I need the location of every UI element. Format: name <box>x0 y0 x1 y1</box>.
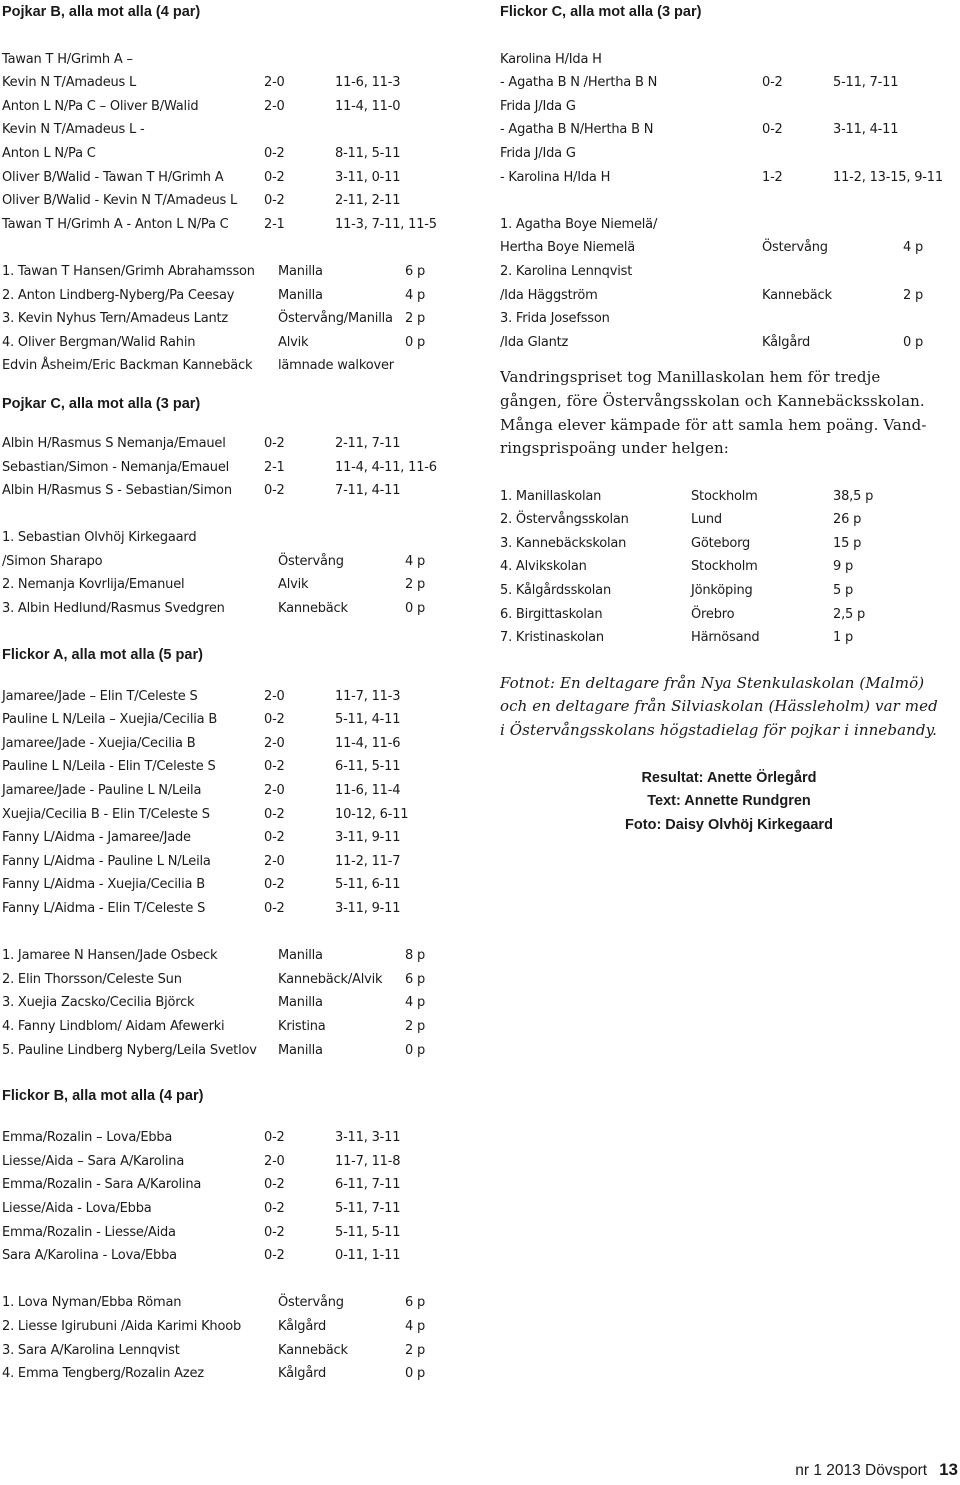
match-score: 0-2 <box>264 759 285 775</box>
match-teams: Emma/Rozalin - Liesse/Aida <box>2 1224 176 1240</box>
school-points: 2,5 p <box>833 606 866 622</box>
match-row <box>2 1197 472 1221</box>
match-score: 0-2 <box>264 712 285 728</box>
standings-row <box>2 573 472 597</box>
pair-points: 2 p <box>405 577 426 593</box>
pair-points: 4 p <box>903 240 924 256</box>
credit-photo: Foto: Daisy Olvhöj Kirkegaard <box>625 816 833 833</box>
match-row <box>2 189 472 213</box>
match-list-pojkar-c <box>2 432 472 503</box>
pair-name: 2. Liesse Igirubuni /Aida Karimi Khoob <box>2 1318 242 1334</box>
match-score: 2-0 <box>264 75 285 91</box>
match-teams: Liesse/Aida - Lova/Ebba <box>2 1200 152 1216</box>
match-sets: 6-11, 7-11 <box>335 1177 401 1193</box>
school-name: 1. Manillaskolan <box>500 488 602 504</box>
match-teams: Anton L N/Pa C – Oliver B/Walid <box>2 98 199 114</box>
standings-row <box>2 1015 472 1039</box>
standings-row <box>2 331 472 355</box>
credit-results: Resultat: Anette Örlegård <box>641 769 817 786</box>
match-score: 0-2 <box>264 830 285 846</box>
match-sets: 5-11, 7-11 <box>335 1200 401 1216</box>
pair-name: 3. Xuejia Zacsko/Cecilia Björck <box>2 995 195 1011</box>
match-teams: Pauline L N/Leila - Elin T/Celeste S <box>2 759 216 775</box>
school-points: 5 p <box>833 583 854 599</box>
pair-name: Edvin Åsheim/Eric Backman Kannebäck <box>2 358 253 374</box>
standings-row <box>2 1315 472 1339</box>
match-sets: 5-11, 5-11 <box>335 1224 401 1240</box>
match-sets: 5-11, 7-11 <box>833 75 899 91</box>
match-sets: 5-11, 6-11 <box>335 877 401 893</box>
standings-flickor-a <box>2 944 472 1062</box>
match-row <box>500 95 958 119</box>
match-score: 0-2 <box>264 145 285 161</box>
school-points: 9 p <box>833 559 854 575</box>
match-teams: Kevin N T/Amadeus L - <box>2 122 145 138</box>
standings-row <box>500 485 958 509</box>
match-teams: Tawan T H/Grimh A – <box>2 51 133 67</box>
match-row <box>2 1173 472 1197</box>
match-score: 2-0 <box>264 1153 285 1169</box>
standings-pojkar-b <box>2 260 472 378</box>
match-score: 0-2 <box>264 169 285 185</box>
pair-school: Manilla <box>278 287 323 303</box>
pair-points: 0 p <box>405 334 426 350</box>
pair-points: 2 p <box>405 1342 426 1358</box>
paragraph-line: ringsprispoäng under helgen: <box>500 439 729 458</box>
match-row <box>2 850 472 874</box>
match-sets: 11-4, 4-11, 11-6 <box>335 459 437 475</box>
match-row <box>2 432 472 456</box>
standings-row <box>2 968 472 992</box>
match-row <box>500 118 958 142</box>
pair-school: Manilla <box>278 948 323 964</box>
pair-points: 6 p <box>405 971 426 987</box>
match-sets: 11-6, 11-4 <box>335 783 401 799</box>
match-row <box>500 48 958 72</box>
standings-row <box>2 354 472 378</box>
pair-points: 4 p <box>405 995 426 1011</box>
match-row <box>2 897 472 921</box>
match-row <box>2 779 472 803</box>
match-teams: Sara A/Karolina - Lova/Ebba <box>2 1248 177 1264</box>
school-city: Stockholm <box>691 559 758 575</box>
pair-school: Östervång <box>762 240 828 256</box>
footnote <box>500 672 958 743</box>
match-teams: Xuejia/Cecilia B - Elin T/Celeste S <box>2 806 210 822</box>
section-heading-flickor-a: Flickor A, alla mot alla (5 par) <box>2 646 203 663</box>
match-row <box>2 166 472 190</box>
match-sets: 10-12, 6-11 <box>335 806 409 822</box>
section-heading-pojkar-c: Pojkar C, alla mot alla (3 par) <box>2 395 201 412</box>
pair-school: Manilla <box>278 995 323 1011</box>
match-list-pojkar-b <box>2 48 472 237</box>
match-teams: Fanny L/Aidma - Jamaree/Jade <box>2 830 191 846</box>
match-teams: Fanny L/Aidma - Xuejia/Cecilia B <box>2 877 205 893</box>
match-sets: 11-4, 11-0 <box>335 98 401 114</box>
pair-name: 1. Jamaree N Hansen/Jade Osbeck <box>2 948 218 964</box>
match-teams: Liesse/Aida – Sara A/Karolina <box>2 1153 185 1169</box>
pair-points: 0 p <box>405 1042 426 1058</box>
match-score: 2-0 <box>264 735 285 751</box>
match-teams: Emma/Rozalin – Lova/Ebba <box>2 1130 173 1146</box>
match-teams: Tawan T H/Grimh A - Anton L N/Pa C <box>2 216 229 232</box>
match-score: 0-2 <box>762 75 783 91</box>
match-teams: Frida J/Ida G <box>500 145 576 161</box>
match-row <box>2 755 472 779</box>
match-teams: Karolina H/Ida H <box>500 51 602 67</box>
match-sets: 11-6, 11-3 <box>335 75 401 91</box>
standings-row <box>500 307 958 331</box>
standings-row <box>500 331 958 355</box>
pair-name: 1. Agatha Boye Niemelä/ <box>500 216 658 232</box>
match-row <box>500 166 958 190</box>
match-teams: Kevin N T/Amadeus L <box>2 75 137 91</box>
match-teams: Pauline L N/Leila – Xuejia/Cecilia B <box>2 712 218 728</box>
standings-row <box>500 236 958 260</box>
match-sets: 8-11, 5-11 <box>335 145 401 161</box>
standings-row <box>2 260 472 284</box>
pair-name: 2. Nemanja Kovrlija/Emanuel <box>2 577 185 593</box>
pair-name: Hertha Boye Niemelä <box>500 240 636 256</box>
match-score: 2-1 <box>264 216 285 232</box>
pair-school: Kannebäck <box>278 1342 348 1358</box>
pair-points: 6 p <box>405 263 426 279</box>
pair-name: 1. Lova Nyman/Ebba Röman <box>2 1295 182 1311</box>
match-sets: 11-2, 11-7 <box>335 853 401 869</box>
match-row <box>2 803 472 827</box>
pair-points: 2 p <box>405 1018 426 1034</box>
match-row <box>2 708 472 732</box>
school-name: 2. Östervångsskolan <box>500 512 629 528</box>
match-score: 0-2 <box>264 435 285 451</box>
standings-row <box>500 579 958 603</box>
match-teams: Emma/Rozalin - Sara A/Karolina <box>2 1177 202 1193</box>
match-row <box>2 873 472 897</box>
prize-paragraph <box>500 366 958 460</box>
pair-school: Alvik <box>278 334 309 350</box>
match-row <box>2 71 472 95</box>
match-sets: 11-7, 11-8 <box>335 1153 401 1169</box>
pair-school: Kannebäck/Alvik <box>278 971 383 987</box>
pair-name: /Ida Glantz <box>500 334 569 350</box>
school-name: 7. Kristinaskolan <box>500 630 604 646</box>
standings-row <box>500 555 958 579</box>
standings-flickor-b <box>2 1291 472 1385</box>
standings-row <box>2 284 472 308</box>
match-score: 0-2 <box>264 1177 285 1193</box>
match-teams: - Agatha B N /Hertha B N <box>500 75 658 91</box>
section-heading-pojkar-b: Pojkar B, alla mot alla (4 par) <box>2 4 201 20</box>
standings-row <box>2 1291 472 1315</box>
pair-points: 4 p <box>405 287 426 303</box>
match-teams: Oliver B/Walid - Tawan T H/Grimh A <box>2 169 224 185</box>
school-name: 5. Kålgårdsskolan <box>500 583 611 599</box>
match-score: 0-2 <box>762 122 783 138</box>
standings-row <box>2 597 472 621</box>
section-heading-flickor-b: Flickor B, alla mot alla (4 par) <box>2 1088 204 1105</box>
pair-school: Kålgård <box>278 1366 327 1382</box>
match-score: 0-2 <box>264 877 285 893</box>
pair-name: 4. Emma Tengberg/Rozalin Azez <box>2 1366 204 1382</box>
pair-school: Manilla <box>278 1042 323 1058</box>
pair-school: Kannebäck <box>278 601 348 617</box>
match-list-flickor-c <box>500 48 958 190</box>
match-row <box>2 826 472 850</box>
match-teams: Jamaree/Jade – Elin T/Celeste S <box>2 688 198 704</box>
school-city: Stockholm <box>691 488 758 504</box>
match-sets: 2-11, 2-11 <box>335 193 401 209</box>
match-score: 0-2 <box>264 1224 285 1240</box>
pair-points: 2 p <box>405 311 426 327</box>
pair-name: 3. Frida Josefsson <box>500 311 610 327</box>
school-points: 38,5 p <box>833 488 874 504</box>
section-heading-flickor-c: Flickor C, alla mot alla (3 par) <box>500 4 702 20</box>
pair-name: 3. Albin Hedlund/Rasmus Svedgren <box>2 601 225 617</box>
standings-flickor-c <box>500 213 958 355</box>
pair-name: 2. Anton Lindberg-Nyberg/Pa Ceesay <box>2 287 235 303</box>
standings-row <box>2 550 472 574</box>
standings-row <box>500 260 958 284</box>
pair-points: 4 p <box>405 553 426 569</box>
match-teams: Fanny L/Aidma - Elin T/Celeste S <box>2 901 206 916</box>
pair-school: Kålgård <box>278 1318 327 1334</box>
match-teams: - Agatha B N/Hertha B N <box>500 122 654 138</box>
standings-row <box>500 603 958 627</box>
standings-row <box>2 307 472 331</box>
school-name: 3. Kannebäckskolan <box>500 535 627 551</box>
match-teams: Fanny L/Aidma - Pauline L N/Leila <box>2 853 211 869</box>
pair-school: Kålgård <box>762 334 811 350</box>
match-sets: 7-11, 4-11 <box>335 483 401 499</box>
standings-row <box>2 526 472 550</box>
match-sets: 3-11, 3-11 <box>335 1130 401 1146</box>
paragraph-line: Många elever kämpade för att samla hem poäng. Vand- <box>500 415 927 434</box>
match-sets: 3-11, 4-11 <box>833 122 899 138</box>
standings-row <box>2 1039 472 1063</box>
match-row <box>2 1126 472 1150</box>
match-row <box>2 732 472 756</box>
pair-points: 6 p <box>405 1295 426 1311</box>
match-row <box>500 142 958 166</box>
match-score: 2-0 <box>264 853 285 869</box>
school-points: 1 p <box>833 630 854 646</box>
school-city: Lund <box>691 512 722 528</box>
footnote-line: Fotnot: En deltagare från Nya Stenkulaskolan (Malmö) <box>500 673 925 692</box>
pair-name: /Ida Häggström <box>500 287 598 303</box>
standings-row <box>2 944 472 968</box>
pair-points: 0 p <box>903 334 924 350</box>
pair-name: 2. Karolina Lennqvist <box>500 263 633 279</box>
footnote-line: och en deltagare från Silviaskolan (Hässleholm) var med <box>500 697 938 716</box>
pair-school: Kristina <box>278 1018 326 1034</box>
credits-block <box>500 767 958 838</box>
school-name: 6. Birgittaskolan <box>500 606 603 622</box>
match-score: 2-0 <box>264 688 285 704</box>
pair-points: 4 p <box>405 1318 426 1334</box>
match-sets: 11-2, 13-15, 9-11 <box>833 169 943 185</box>
pair-school: Alvik <box>278 577 309 593</box>
school-city: Örebro <box>691 606 735 622</box>
school-city: Härnösand <box>691 630 760 646</box>
match-list-flickor-b <box>2 1126 472 1268</box>
match-sets: 3-11, 9-11 <box>335 901 401 916</box>
match-sets: 6-11, 5-11 <box>335 759 401 775</box>
match-sets: 2-11, 7-11 <box>335 435 401 451</box>
match-sets: 11-4, 11-6 <box>335 735 401 751</box>
school-points: 26 p <box>833 512 862 528</box>
pair-school: Östervång/Manilla <box>278 311 393 327</box>
standings-row <box>500 213 958 237</box>
match-sets: 5-11, 4-11 <box>335 712 401 728</box>
match-score: 1-2 <box>762 169 783 185</box>
match-row <box>2 456 472 480</box>
school-city: Göteborg <box>691 535 751 551</box>
pair-points: 0 p <box>405 601 426 617</box>
pair-name: 3. Kevin Nyhus Tern/Amadeus Lantz <box>2 311 229 327</box>
standings-row <box>500 284 958 308</box>
standings-row <box>2 1362 472 1386</box>
match-score: 0-2 <box>264 193 285 209</box>
pair-points: 2 p <box>903 287 924 303</box>
match-teams: Frida J/Ida G <box>500 98 576 114</box>
match-teams: - Karolina H/Ida H <box>500 169 611 185</box>
footnote-line: i Östervångsskolans högstadielag för pojkar i innebandy. <box>500 721 938 740</box>
match-row <box>2 213 472 237</box>
match-teams: Anton L N/Pa C <box>2 145 96 161</box>
standings-row <box>500 626 958 650</box>
standings-row <box>500 532 958 556</box>
pair-points: 8 p <box>405 948 426 964</box>
match-score: 2-0 <box>264 98 285 114</box>
match-list-flickor-a <box>2 685 472 921</box>
pair-name: 2. Elin Thorsson/Celeste Sun <box>2 971 182 987</box>
pair-name: /Simon Sharapo <box>2 553 103 569</box>
match-teams: Oliver B/Walid - Kevin N T/Amadeus L <box>2 193 238 209</box>
match-score: 0-2 <box>264 806 285 822</box>
pair-points: 0 p <box>405 1366 426 1382</box>
standings-row <box>2 991 472 1015</box>
standings-row <box>2 1339 472 1363</box>
match-teams: Jamaree/Jade - Xuejia/Cecilia B <box>2 735 196 751</box>
pair-school: Östervång <box>278 1295 344 1311</box>
match-score: 2-0 <box>264 783 285 799</box>
school-city: Jönköping <box>691 583 753 599</box>
match-row <box>2 142 472 166</box>
match-score: 0-2 <box>264 483 285 499</box>
match-teams: Albin H/Rasmus S - Sebastian/Simon <box>2 483 232 499</box>
match-score: 0-2 <box>264 1130 285 1146</box>
match-row <box>2 685 472 709</box>
match-row <box>2 1221 472 1245</box>
match-row <box>2 48 472 72</box>
match-teams: Jamaree/Jade - Pauline L N/Leila <box>2 783 202 799</box>
pair-name: 5. Pauline Lindberg Nyberg/Leila Svetlov <box>2 1042 257 1058</box>
page-footer <box>795 1460 958 1480</box>
match-sets: 11-3, 7-11, 11-5 <box>335 216 437 232</box>
match-row <box>2 479 472 503</box>
match-row <box>2 118 472 142</box>
paragraph-line: gången, före Östervångsskolan och Kannebäcksskolan. <box>500 391 925 410</box>
right-column <box>500 0 958 837</box>
match-sets: 3-11, 9-11 <box>335 830 401 846</box>
match-score: 0-2 <box>264 901 285 916</box>
pair-name: 3. Sara A/Karolina Lennqvist <box>2 1342 180 1358</box>
pair-name: 1. Tawan T Hansen/Grimh Abrahamsson <box>2 263 255 279</box>
paragraph-line: Vandringspriset tog Manillaskolan hem för tredje <box>500 368 881 387</box>
school-points: 15 p <box>833 535 862 551</box>
pair-name: 4. Fanny Lindblom/ Aidam Afewerki <box>2 1018 225 1034</box>
standings-pojkar-c <box>2 526 472 620</box>
match-teams: Albin H/Rasmus S Nemanja/Emauel <box>2 435 226 451</box>
standings-row <box>500 508 958 532</box>
match-row <box>2 95 472 119</box>
match-sets: 0-11, 1-11 <box>335 1248 401 1264</box>
pair-school: Kannebäck <box>762 287 832 303</box>
school-name: 4. Alvikskolan <box>500 559 587 575</box>
match-teams: Sebastian/Simon - Nemanja/Emauel <box>2 459 230 475</box>
match-sets: 11-7, 11-3 <box>335 688 401 704</box>
page-number: 13 <box>939 1460 958 1479</box>
issue-label: nr 1 2013 Dövsport <box>795 1462 928 1479</box>
pair-name: 1. Sebastian Olvhöj Kirkegaard <box>2 530 197 546</box>
left-column <box>2 0 472 1386</box>
school-standings <box>500 485 958 650</box>
match-sets: 3-11, 0-11 <box>335 169 401 185</box>
match-score: 2-1 <box>264 459 285 475</box>
pair-school: Manilla <box>278 263 323 279</box>
pair-school: lämnade walkover <box>278 358 394 374</box>
match-row <box>500 71 958 95</box>
match-score: 0-2 <box>264 1248 285 1264</box>
pair-name: 4. Oliver Bergman/Walid Rahin <box>2 334 196 350</box>
pair-school: Östervång <box>278 553 344 569</box>
credit-text: Text: Annette Rundgren <box>647 793 811 810</box>
match-row <box>2 1150 472 1174</box>
match-score: 0-2 <box>264 1200 285 1216</box>
match-row <box>2 1244 472 1268</box>
